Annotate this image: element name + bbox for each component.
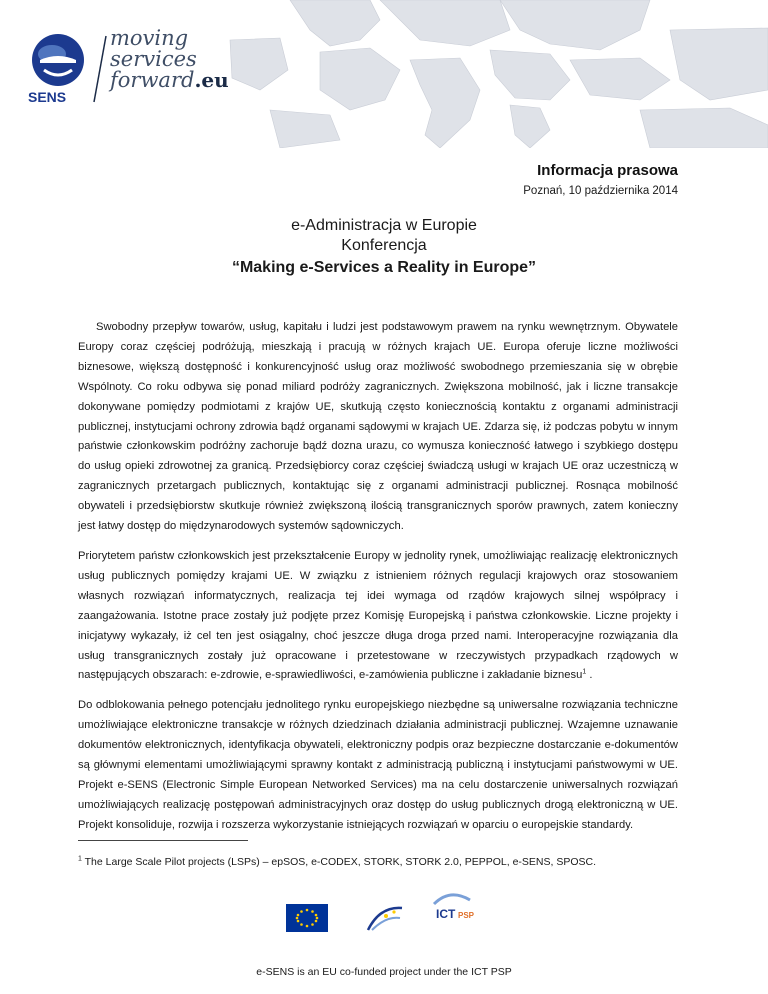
- document-title: [0, 216, 768, 280]
- title-line-2: Konferencja: [341, 237, 427, 254]
- paragraph-2-text: Priorytetem państw członkowskich jest przekształcenie Europy w jednolity rynek, umożliwiając realizację elektronicznych usług publicznych pomiędzy krajami UE. W związku z istnieniem różnych regulacji krajowych oraz stosowaniem własnych rozwiązań informatycznych, realizacja tej idei wymaga od rządów krajowych silnej współpracy i zaangażowania. Istotne prace zostały już podjęte przez Komisję Europejską i państwa członkowskie. Liczne projekty i inicjatywy wykazały, iż cel ten jest osiągalny, choć jeszcze długa droga przed nami. Interoperacyjne rozwiązania dla usług transgranicznych zostały już opracowane i przetestowane w rzeczywistych przypadkach rządowych w następujących obszarach: e-zdrowie, e-sprawiedliwości, e-zamówienia publiczne i zakładanie biznesu: [78, 549, 678, 682]
- paragraph-3: Do odblokowania pełnego potencjału jednolitego rynku europejskiego niezbędne są uniwersalne rozwiązania techniczne umożliwiające elektroniczne transakcje w różnych dziedzinach działania administracji publicznej. Wzajemne uznawanie dokumentów elektronicznych, identyfikacja obywateli, elektroniczny podpis oraz bezpieczne dostarczanie e-dokumentów są głównymi elementami umożliwiającymi sprawny kontakt z administracją publiczną i instytucjami państwowymi w UE. Projekt e-SENS (Electronic Simple European Networked Services) ma na celu dostarczenie uniwersalnych rozwiązań umożliwiających realizację postępowań administracyjnych oraz dostęp do usług publicznych drogą elektroniczną w UE. Projekt konsoliduje, rozwija i rozszerza wykorzystanie istniejących rozwiązań w oparciu o europejskie standardy.: [78, 699, 678, 831]
- paragraph-2: [78, 547, 678, 686]
- paragraph-2-end: .: [586, 669, 593, 682]
- press-release-date: Poznań, 10 października 2014: [523, 185, 678, 197]
- ict-psp-logo: [434, 895, 475, 921]
- tagline-forward: forward: [110, 68, 195, 92]
- eu-flag-icon: [286, 904, 328, 932]
- ict-logo-text: ICT: [436, 907, 456, 921]
- tagline-line-2: services: [110, 47, 197, 71]
- letterhead-header: [0, 0, 768, 150]
- press-release-label: Informacja prasowa: [537, 162, 678, 179]
- press-release-header: [523, 162, 678, 197]
- esens-logo-text: SENS: [28, 89, 67, 104]
- logo-divider: [92, 34, 108, 104]
- tagline-line-1: moving: [110, 26, 189, 50]
- footnote-number: 1: [78, 855, 82, 863]
- footer-text: e-SENS is an EU co-funded project under the ICT PSP: [256, 966, 512, 978]
- paragraph-1: Swobodny przepływ towarów, usług, kapitału i ludzi jest podstawowym prawem na rynku wewnętrznym. Obywatele Europy coraz częściej podróżują, mieszkają i pracują w różnych krajach UE. Europa oferuje liczne możliwości biznesowe, większą dostępność i konkurencyjność usług oraz możliwość swobodnego przemieszania się w obrębie Wspólnoty. Co roku odbywa się ponad miliard podróży zagranicznych. Zwiększona mobilność, jak i liczne transakcje dokonywane pomiędzy podmiotami z krajów UE, skutkują często koniecznością kontaktu z organami administracji publicznej, instytucjami ochrony zdrowia bądź organami sądowymi w krajach UE. Zdarza się, iż podczas pobytu w innym państwie członkowskim podróżny zachoruje bądź dozna urazu, co wymusza konieczność łatwego i szybkiego dostępu do usług opieki zdrowotnej za granicą. Przedsiębiorcy coraz częściej świadczą usługi w krajach UE oraz uczestniczą w zagranicznych przetargach publicznych, kontaktując się z organami administracji publicznej. Rosnąca mobilność obywateli i przedsiębiorstw skutkuje również zwiększoną ilością transgranicznych sporów prawnych, zatem konieczny jest łatwy dostęp do międzynarodowych systemów sądowniczych.: [78, 321, 678, 533]
- tagline-eu: .eu: [194, 68, 229, 92]
- footnote: [78, 856, 596, 868]
- europe-map-background: [170, 0, 768, 148]
- footnote-separator: [78, 840, 248, 841]
- esens-logo-icon: [26, 30, 94, 104]
- footer-logos: [0, 886, 768, 938]
- footnote-text: The Large Scale Pilot projects (LSPs) – epSOS, e-CODEX, STORK, STORK 2.0, PEPPOL, e-SENS, SPOSC.: [81, 856, 597, 868]
- psp-logo-text: PSP: [458, 911, 475, 920]
- title-line-1: e-Administracja w Europie: [291, 217, 477, 234]
- cip-programme-icon: [368, 908, 402, 930]
- document-body: [78, 318, 678, 846]
- title-line-3: “Making e-Services a Reality in Europe”: [231, 259, 537, 276]
- footnote-ref: 1: [582, 668, 587, 676]
